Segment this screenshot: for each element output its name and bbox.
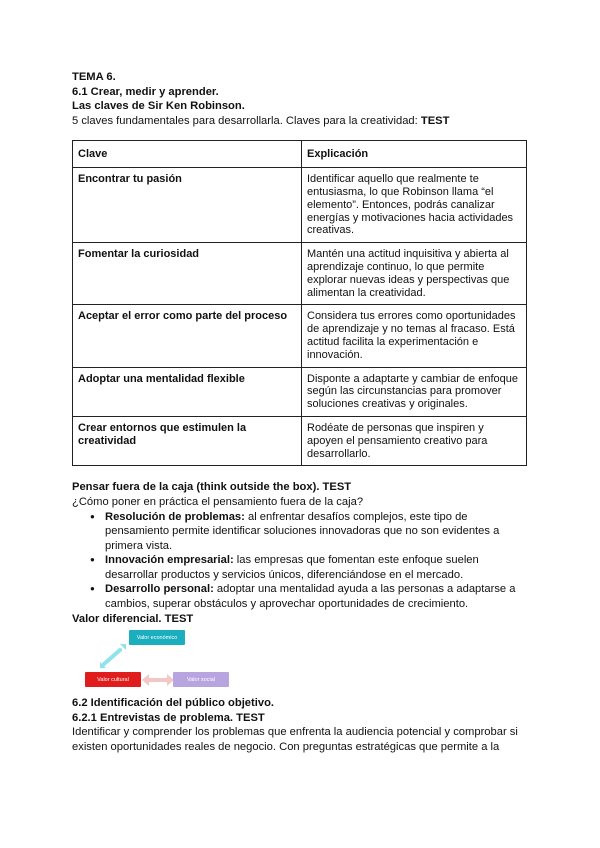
table-row bbox=[73, 305, 527, 367]
table-row bbox=[73, 243, 527, 305]
section-62-title: 6.2 Identificación del público objetivo. bbox=[72, 697, 275, 710]
outside-box-list bbox=[72, 510, 528, 612]
section-621-title: 6.2.1 Entrevistas de problema. TEST bbox=[72, 711, 265, 724]
section-heading: 6.1 Crear, medir y aprender. bbox=[72, 85, 219, 98]
intro-text: 5 claves fundamentales para desarrollarla. Claves para la creatividad: bbox=[72, 114, 421, 127]
table-cell-explicacion: Rodéate de personas que inspiren y apoyen el pensamiento creativo para desarrollarlo. bbox=[302, 416, 527, 465]
table-cell-clave: Crear entornos que estimulen la creatividad bbox=[73, 416, 302, 465]
bullet-label: Resolución de problemas: bbox=[105, 510, 245, 523]
diagonal-arrow-icon bbox=[98, 640, 138, 670]
table-cell-clave: Adoptar una mentalidad flexible bbox=[73, 367, 302, 416]
table-row bbox=[73, 168, 527, 243]
table-header-explicacion: Explicación bbox=[302, 141, 527, 168]
outside-box-title: Pensar fuera de la caja (think outside the box). TEST bbox=[72, 481, 352, 494]
valor-title: Valor diferencial. TEST bbox=[72, 612, 194, 625]
table-cell-explicacion: Considera tus errores como oportunidades de aprendizaje y no temas al fracaso. Está actitud facilita la experimentación e innovación. bbox=[302, 305, 527, 367]
tema-heading: TEMA 6. bbox=[72, 71, 116, 83]
table-cell-clave: Fomentar la curiosidad bbox=[73, 243, 302, 305]
table-row bbox=[73, 416, 527, 465]
outside-box-question: ¿Cómo poner en práctica el pensamiento fuera de la caja? bbox=[72, 495, 364, 508]
table-cell-explicacion: Disponte a adaptarte y cambiar de enfoque según las circunstancias para promover soluciones creativas y originales. bbox=[302, 367, 527, 416]
table-cell-explicacion: Identificar aquello que realmente te entusiasma, lo que Robinson llama “el elemento”. Entonces, podrás canalizar energías y motivaciones hacia actividades creativas. bbox=[302, 168, 527, 243]
bullet-label: Desarrollo personal: bbox=[105, 583, 214, 596]
table-cell-explicacion: Mantén una actitud inquisitiva y abierta al aprendizaje continuo, lo que permite explorar nuevas ideas y perspectivas que alimentan la creatividad. bbox=[302, 243, 527, 305]
section-621-paragraph: Identificar y comprender los problemas que enfrenta la audiencia potencial y comprobar si existen oportunidades reales de negocio. Con preguntas estratégicas que permite a la bbox=[72, 726, 518, 754]
intro-tag: TEST bbox=[420, 114, 450, 127]
bullet-text: adoptar una mentalidad ayuda a las personas a adaptarse a cambios, superar obstáculos y aprovechar oportunidades de crecimiento. bbox=[105, 583, 516, 611]
list-item bbox=[105, 510, 528, 554]
valor-economico-box: Valor económico bbox=[129, 630, 185, 645]
bullet-label: Innovación empresarial: bbox=[105, 554, 234, 567]
subtitle-heading: Las claves de Sir Ken Robinson. bbox=[72, 100, 245, 113]
document-page bbox=[72, 70, 528, 755]
valor-cultural-box: Valor cultural bbox=[85, 672, 141, 687]
valor-diagram bbox=[72, 630, 528, 696]
table-cell-clave: Aceptar el error como parte del proceso bbox=[73, 305, 302, 367]
outside-box-section bbox=[72, 480, 528, 611]
list-item bbox=[105, 582, 528, 611]
table-cell-clave: Encontrar tu pasión bbox=[73, 168, 302, 243]
list-item bbox=[105, 553, 528, 582]
bullet-text: las empresas que fomentan este enfoque suelen desarrollar productos y servicios únicos, diferenciándose en el mercado. bbox=[105, 554, 479, 581]
table-row bbox=[73, 367, 527, 416]
claves-table bbox=[72, 140, 527, 466]
double-arrow-icon bbox=[142, 673, 174, 687]
table-header-clave: Clave bbox=[73, 141, 302, 168]
valor-social-box: Valor social bbox=[173, 672, 229, 687]
bullet-text: al enfrentar desafíos complejos, este tipo de pensamiento permite identificar soluciones innovadoras que no son evidentes a primera vista. bbox=[105, 510, 500, 552]
intro-paragraph bbox=[72, 114, 528, 129]
table-header-row bbox=[73, 141, 527, 168]
